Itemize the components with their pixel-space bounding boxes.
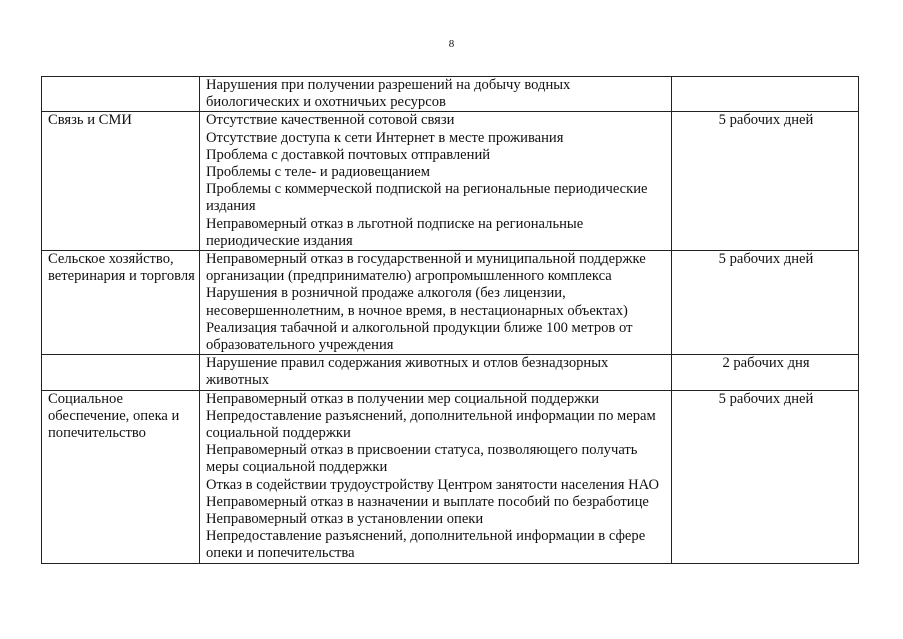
term-cell: 5 рабочих дней: [672, 390, 859, 563]
issues-cell: [200, 390, 672, 563]
complaints-table: [41, 76, 859, 564]
category-cell: Связь и СМИ: [42, 112, 200, 251]
issue-item: Нарушения в розничной продаже алкоголя (без лицензии, несовершеннолетним, в ночное время, в нестационарных объектах): [206, 285, 628, 319]
issue-item: Непредоставление разъяснений, дополнительной информации в сфере опеки и попечительства: [206, 528, 646, 562]
table-body: [42, 77, 859, 564]
issue-item: Неправомерный отказ в льготной подписке на региональные периодические издания: [206, 215, 584, 249]
category-cell: [42, 355, 200, 390]
table-row: [42, 390, 859, 563]
issue-item: Реализация табачной и алкогольной продукции ближе 100 метров от образовательного учреждения: [206, 319, 633, 354]
term-cell: 2 рабочих дня: [672, 355, 859, 390]
table-row: [42, 77, 859, 112]
issue-item: Неправомерный отказ в присвоении статуса, позволяющего получать меры социальной поддержки: [206, 442, 638, 476]
issue-item: Неправомерный отказ в государственной и муниципальной поддержке организации (предпринимателю) агропромышленного комплекса: [206, 251, 646, 285]
issue-item: Неправомерный отказ в получении мер социальной поддержки: [206, 390, 600, 407]
category-cell: Сельское хозяйство, ветеринария и торговля: [42, 251, 200, 355]
issue-item: Неправомерный отказ в назначении и выплате пособий по безработице: [206, 493, 649, 510]
issue-item: Нарушения при получении разрешений на добычу водных биологических и охотничьих ресурсов: [206, 77, 571, 111]
issue-item: Проблемы с теле- и радиовещанием: [206, 164, 430, 181]
table-row: [42, 251, 859, 355]
issues-cell: [200, 77, 672, 112]
issue-item: Отсутствие доступа к сети Интернет в месте проживания: [206, 129, 564, 146]
issue-item: Неправомерный отказ в установлении опеки: [206, 511, 484, 528]
category-cell: Социальное обеспечение, опека и попечительство: [42, 390, 200, 563]
issue-item: Отсутствие качественной сотовой связи: [206, 112, 455, 129]
issues-cell: [200, 251, 672, 355]
category-cell: [42, 77, 200, 112]
issues-cell: [200, 112, 672, 251]
issue-item: Проблемы с коммерческой подпиской на региональные периодические издания: [206, 181, 648, 215]
table-row: [42, 355, 859, 390]
term-cell: [672, 77, 859, 112]
issue-item: Непредоставление разъяснений, дополнительной информации по мерам социальной поддержки: [206, 407, 656, 442]
issue-item: Проблема с доставкой почтовых отправлений: [206, 146, 491, 163]
issue-item: Отказ в содействии трудоустройству Центром занятости населения НАО: [206, 476, 659, 493]
page-number: 8: [448, 38, 455, 50]
table-row: [42, 112, 859, 251]
issue-item: Нарушение правил содержания животных и отлов безнадзорных животных: [206, 355, 609, 389]
issues-cell: [200, 355, 672, 390]
term-cell: 5 рабочих дней: [672, 251, 859, 355]
term-cell: 5 рабочих дней: [672, 112, 859, 251]
